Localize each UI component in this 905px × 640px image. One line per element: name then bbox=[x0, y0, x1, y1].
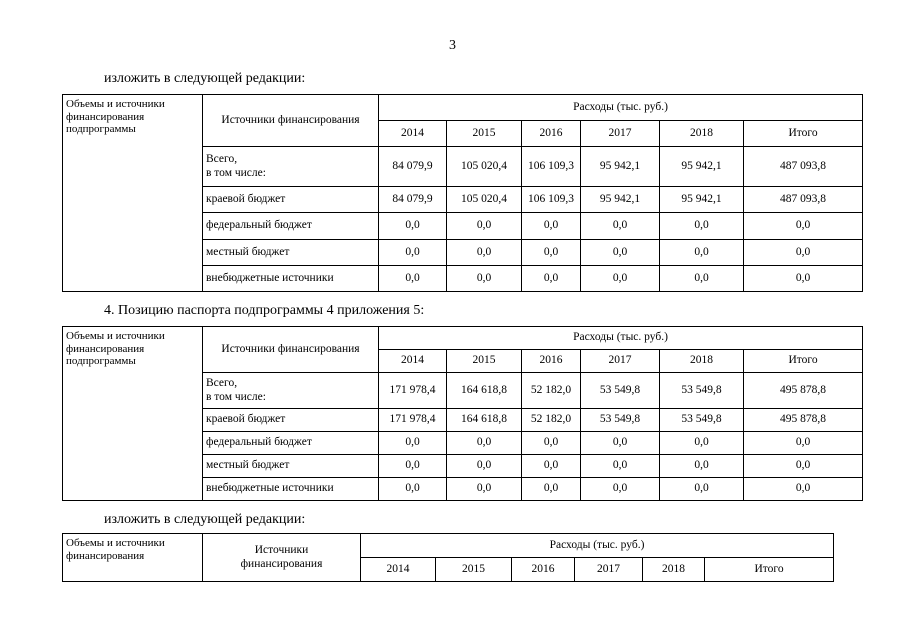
passport-table-2 bbox=[62, 326, 863, 501]
value-cell: 0,0 bbox=[447, 213, 522, 240]
value-cell: 0,0 bbox=[447, 455, 522, 478]
source-name: местный бюджет bbox=[203, 240, 379, 266]
value-cell: 487 093,8 bbox=[744, 147, 863, 187]
total-header: Итого bbox=[705, 558, 834, 582]
value-cell: 0,0 bbox=[581, 266, 660, 292]
sources-header: Источники финансирования bbox=[203, 327, 379, 373]
value-cell: 487 093,8 bbox=[744, 187, 863, 213]
value-cell: 164 618,8 bbox=[447, 409, 522, 432]
value-cell: 95 942,1 bbox=[581, 187, 660, 213]
value-cell: 0,0 bbox=[744, 213, 863, 240]
value-cell: 0,0 bbox=[660, 213, 744, 240]
value-cell: 0,0 bbox=[660, 240, 744, 266]
source-name: местный бюджет bbox=[203, 455, 379, 478]
value-cell: 0,0 bbox=[660, 455, 744, 478]
value-cell: 0,0 bbox=[522, 213, 581, 240]
year-header: 2015 bbox=[447, 121, 522, 147]
year-header: 2017 bbox=[581, 121, 660, 147]
value-cell: 0,0 bbox=[581, 240, 660, 266]
value-cell: 164 618,8 bbox=[447, 373, 522, 409]
year-header: 2016 bbox=[522, 350, 581, 373]
passport-table-3 bbox=[62, 533, 834, 582]
value-cell: 0,0 bbox=[581, 478, 660, 501]
value-cell: 105 020,4 bbox=[447, 187, 522, 213]
total-header: Итого bbox=[744, 121, 863, 147]
source-name: краевой бюджет bbox=[203, 187, 379, 213]
value-cell: 0,0 bbox=[447, 478, 522, 501]
value-cell: 495 878,8 bbox=[744, 409, 863, 432]
value-cell: 106 109,3 bbox=[522, 147, 581, 187]
value-cell: 0,0 bbox=[447, 266, 522, 292]
section-label: Объемы и источники финансирования подпрограммы bbox=[63, 327, 203, 501]
source-name: внебюджетные источники bbox=[203, 266, 379, 292]
value-cell: 95 942,1 bbox=[581, 147, 660, 187]
sources-header: Источники финансирования bbox=[203, 534, 361, 582]
value-cell: 171 978,4 bbox=[379, 373, 447, 409]
value-cell: 105 020,4 bbox=[447, 147, 522, 187]
value-cell: 106 109,3 bbox=[522, 187, 581, 213]
expenses-header: Расходы (тыс. руб.) bbox=[379, 327, 863, 350]
value-cell: 0,0 bbox=[522, 478, 581, 501]
year-header: 2016 bbox=[512, 558, 575, 582]
value-cell: 0,0 bbox=[522, 455, 581, 478]
year-header: 2016 bbox=[522, 121, 581, 147]
value-cell: 53 549,8 bbox=[581, 373, 660, 409]
value-cell: 0,0 bbox=[744, 432, 863, 455]
paragraph-position-4: 4. Позицию паспорта подпрограммы 4 приложения 5: bbox=[104, 303, 425, 318]
value-cell: 84 079,9 bbox=[379, 187, 447, 213]
source-name: Всего, в том числе: bbox=[203, 373, 379, 409]
value-cell: 53 549,8 bbox=[581, 409, 660, 432]
value-cell: 0,0 bbox=[581, 213, 660, 240]
value-cell: 53 549,8 bbox=[660, 409, 744, 432]
year-header: 2018 bbox=[660, 121, 744, 147]
sources-header: Источники финансирования bbox=[203, 95, 379, 147]
value-cell: 0,0 bbox=[522, 432, 581, 455]
value-cell: 0,0 bbox=[744, 478, 863, 501]
expenses-header: Расходы (тыс. руб.) bbox=[379, 95, 863, 121]
value-cell: 0,0 bbox=[447, 432, 522, 455]
source-name: внебюджетные источники bbox=[203, 478, 379, 501]
value-cell: 0,0 bbox=[744, 266, 863, 292]
value-cell: 0,0 bbox=[581, 432, 660, 455]
value-cell: 0,0 bbox=[447, 240, 522, 266]
value-cell: 171 978,4 bbox=[379, 409, 447, 432]
passport-table-1 bbox=[62, 94, 863, 292]
value-cell: 0,0 bbox=[379, 455, 447, 478]
value-cell: 0,0 bbox=[660, 266, 744, 292]
value-cell: 0,0 bbox=[379, 266, 447, 292]
value-cell: 53 549,8 bbox=[660, 373, 744, 409]
value-cell: 0,0 bbox=[744, 240, 863, 266]
source-name: Всего, в том числе: bbox=[203, 147, 379, 187]
value-cell: 0,0 bbox=[744, 455, 863, 478]
year-header: 2017 bbox=[581, 350, 660, 373]
value-cell: 0,0 bbox=[522, 266, 581, 292]
section-label: Объемы и источники финансирования bbox=[63, 534, 203, 582]
source-name: краевой бюджет bbox=[203, 409, 379, 432]
value-cell: 0,0 bbox=[581, 455, 660, 478]
source-name: федеральный бюджет bbox=[203, 213, 379, 240]
paragraph-edit-note-1: изложить в следующей редакции: bbox=[104, 71, 306, 86]
value-cell: 95 942,1 bbox=[660, 187, 744, 213]
value-cell: 0,0 bbox=[660, 432, 744, 455]
section-label: Объемы и источники финансирования подпрограммы bbox=[63, 95, 203, 292]
year-header: 2018 bbox=[643, 558, 705, 582]
year-header: 2014 bbox=[379, 350, 447, 373]
year-header: 2014 bbox=[361, 558, 436, 582]
page-number: 3 bbox=[449, 38, 456, 53]
paragraph-edit-note-2: изложить в следующей редакции: bbox=[104, 512, 306, 527]
value-cell: 495 878,8 bbox=[744, 373, 863, 409]
value-cell: 52 182,0 bbox=[522, 409, 581, 432]
year-header: 2015 bbox=[436, 558, 512, 582]
value-cell: 0,0 bbox=[379, 432, 447, 455]
year-header: 2018 bbox=[660, 350, 744, 373]
total-header: Итого bbox=[744, 350, 863, 373]
expenses-header: Расходы (тыс. руб.) bbox=[361, 534, 834, 558]
value-cell: 0,0 bbox=[379, 240, 447, 266]
value-cell: 0,0 bbox=[379, 478, 447, 501]
value-cell: 95 942,1 bbox=[660, 147, 744, 187]
value-cell: 0,0 bbox=[522, 240, 581, 266]
year-header: 2017 bbox=[575, 558, 643, 582]
source-name: федеральный бюджет bbox=[203, 432, 379, 455]
year-header: 2015 bbox=[447, 350, 522, 373]
value-cell: 0,0 bbox=[660, 478, 744, 501]
year-header: 2014 bbox=[379, 121, 447, 147]
value-cell: 84 079,9 bbox=[379, 147, 447, 187]
value-cell: 0,0 bbox=[379, 213, 447, 240]
value-cell: 52 182,0 bbox=[522, 373, 581, 409]
